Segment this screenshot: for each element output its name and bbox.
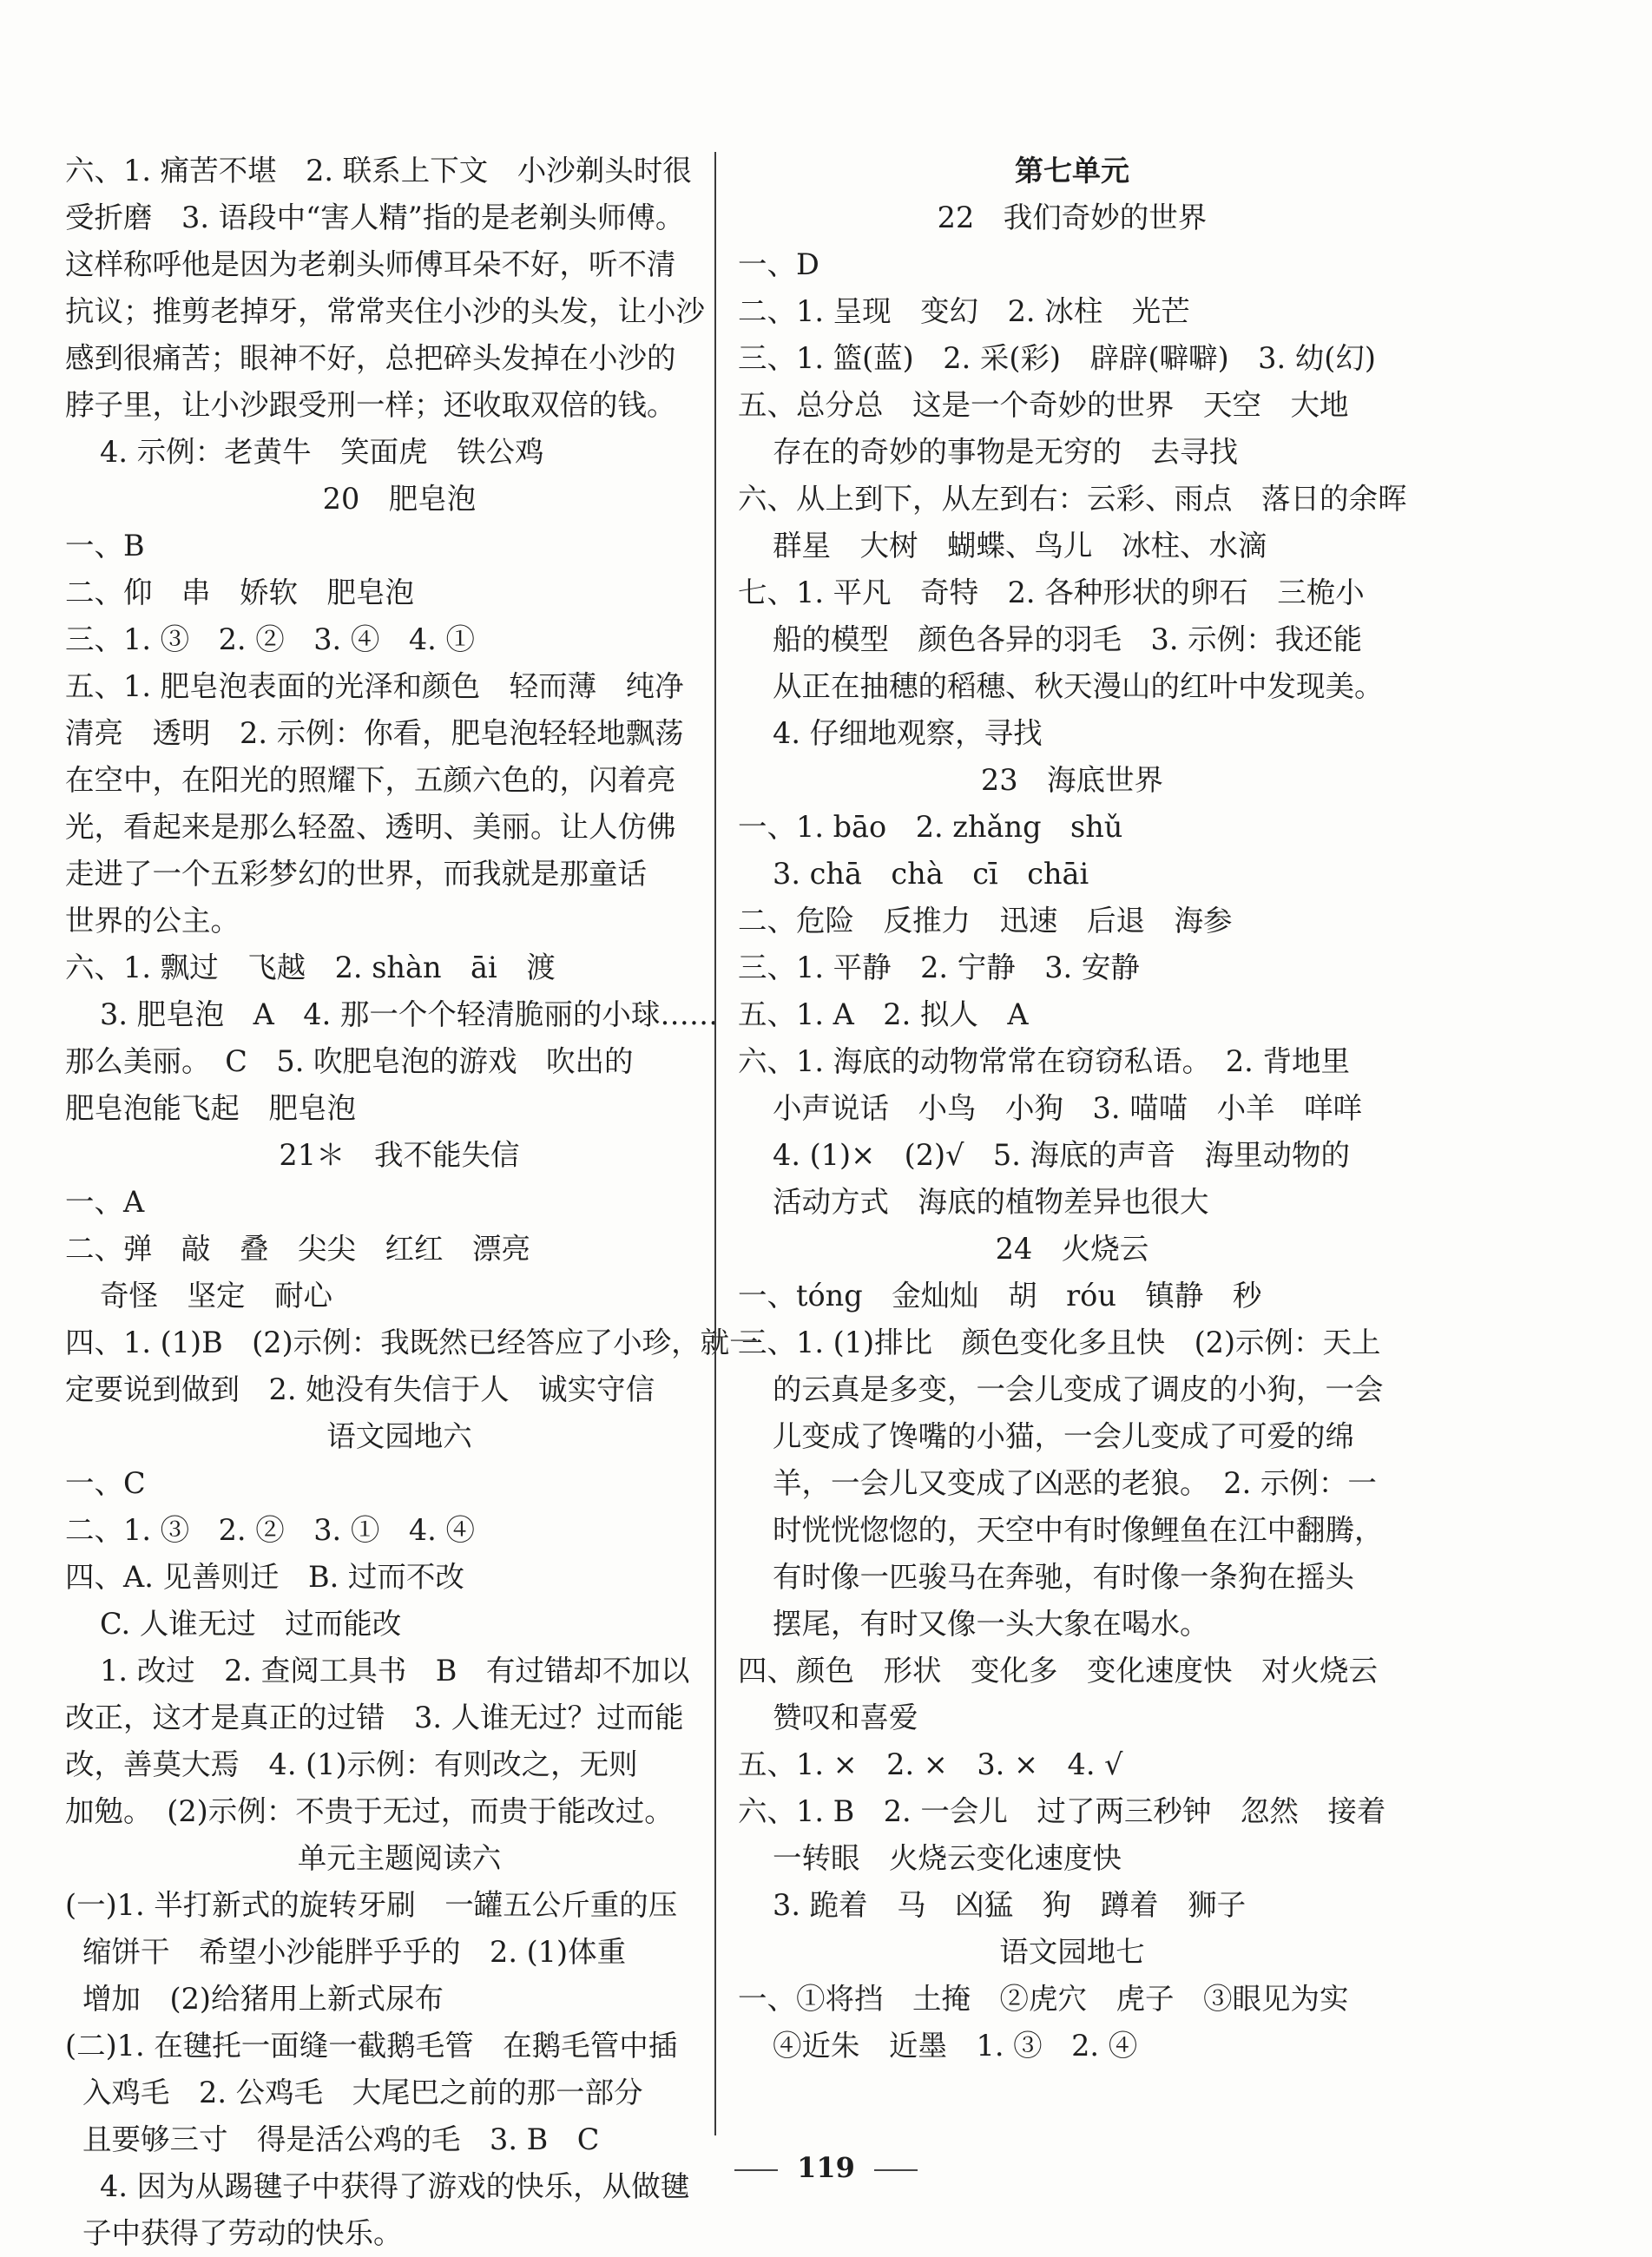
answer-line: 3. chā chà cī chāi xyxy=(773,857,1089,891)
answer-line: 四、1. (1)B (2)示例：我既然已经答应了小珍，就一 xyxy=(65,1326,759,1359)
footer-dash-left xyxy=(734,2169,778,2171)
answer-line: 肥皂泡能飞起 肥皂泡 xyxy=(65,1091,356,1125)
answer-line: C. 人谁无过 过而能改 xyxy=(100,1607,402,1641)
answer-line: 4. 仔细地观察，寻找 xyxy=(773,716,1043,750)
answer-line: 入鸡毛 2. 公鸡毛 大尾巴之前的那一部分 xyxy=(82,2076,643,2109)
answer-line: 清亮 透明 2. 示例：你看，肥皂泡轻轻地飘荡 xyxy=(65,716,684,750)
answer-line: 一、C xyxy=(65,1466,146,1500)
answer-line: 世界的公主。 xyxy=(65,904,240,938)
answer-line: 二、弹 敲 叠 尖尖 红红 漂亮 xyxy=(65,1232,530,1266)
answer-line: 时恍恍惚惚的，天空中有时像鲤鱼在江中翻腾， xyxy=(773,1513,1384,1547)
answer-line: 1. 改过 2. 查阅工具书 B 有过错却不加以 xyxy=(100,1654,690,1688)
footer-dash-right xyxy=(874,2169,918,2171)
answer-line: 二、危险 反推力 迅速 后退 海参 xyxy=(738,904,1233,938)
answer-line: 五、1. 肥皂泡表面的光泽和颜色 轻而薄 纯净 xyxy=(65,669,684,703)
page-number-footer xyxy=(0,2151,1652,2184)
answer-line: 4. 示例：老黄牛 笑面虎 铁公鸡 xyxy=(100,435,544,469)
answer-line: 四、A. 见善则迁 B. 过而不改 xyxy=(65,1560,464,1594)
answer-line: 加勉。 (2)示例：不贵于无过，而贵于能改过。 xyxy=(65,1794,674,1828)
answer-line: 三、1. 篮(蓝) 2. 采(彩) 辟辟(噼噼) 3. 幼(幻) xyxy=(738,341,1376,375)
answer-line: 儿变成了馋嘴的小猫，一会儿变成了可爱的绵 xyxy=(773,1419,1354,1453)
answer-line: 五、总分总 这是一个奇妙的世界 天空 大地 xyxy=(738,388,1349,422)
answer-line: 三、1. (1)排比 颜色变化多且快 (2)示例：天上 xyxy=(738,1326,1381,1359)
answer-line: 缩饼干 希望小沙能胖乎乎的 2. (1)体重 xyxy=(82,1935,627,1969)
section-heading: 20 肥皂泡 xyxy=(322,482,477,516)
answer-line: 存在的奇妙的事物是无穷的 去寻找 xyxy=(773,435,1238,469)
answer-line: 三、1. 平静 2. 宁静 3. 安静 xyxy=(738,951,1140,984)
answer-line: 在空中，在阳光的照耀下，五颜六色的，闪着亮 xyxy=(65,763,676,797)
answer-line: 脖子里，让小沙跟受刑一样；还收取双倍的钱。 xyxy=(65,388,676,422)
answer-line: 定要说到做到 2. 她没有失信于人 诚实守信 xyxy=(65,1372,655,1406)
answer-line: 3. 肥皂泡 A 4. 那一个个轻清脆丽的小球…… xyxy=(100,997,719,1031)
section-heading: 21＊ 我不能失信 xyxy=(279,1138,520,1172)
answer-line: 奇怪 坚定 耐心 xyxy=(100,1279,332,1313)
answer-line: ④近朱 近墨 1. ③ 2. ④ xyxy=(773,2029,1138,2063)
answer-line: 四、颜色 形状 变化多 变化速度快 对火烧云 xyxy=(738,1654,1378,1688)
answer-line: 抗议；推剪老掉牙，常常夹住小沙的头发，让小沙 xyxy=(65,294,705,328)
answer-line: 一、①将挡 土掩 ②虎穴 虎子 ③眼见为实 xyxy=(738,1982,1349,2016)
answer-line: 二、仰 串 娇软 肥皂泡 xyxy=(65,576,414,609)
section-heading: 23 海底世界 xyxy=(980,763,1164,797)
answer-line: 且要够三寸 得是活公鸡的毛 3. B C xyxy=(82,2122,600,2156)
answer-line: 五、1. × 2. × 3. × 4. √ xyxy=(738,1747,1123,1781)
answer-line: 改正，这才是真正的过错 3. 人谁无过？过而能 xyxy=(65,1701,684,1734)
answer-line: 一、A xyxy=(65,1185,145,1219)
answer-line: 3. 跪着 马 凶猛 狗 蹲着 狮子 xyxy=(773,1888,1247,1922)
answer-line: 4. (1)× (2)√ 5. 海底的声音 海里动物的 xyxy=(773,1138,1351,1172)
answer-line: 感到很痛苦；眼神不好，总把碎头发掉在小沙的 xyxy=(65,341,676,375)
answer-line: 光，看起来是那么轻盈、透明、美丽。让人仿佛 xyxy=(65,810,676,844)
answer-line: 六、1. B 2. 一会儿 过了两三秒钟 忽然 接着 xyxy=(738,1794,1386,1828)
answer-line: 走进了一个五彩梦幻的世界，而我就是那童话 xyxy=(65,857,647,891)
answer-line: (一)1. 半打新式的旋转牙刷 一罐五公斤重的压 xyxy=(65,1888,678,1922)
section-heading: 22 我们奇妙的世界 xyxy=(937,201,1208,234)
left-column xyxy=(65,148,759,2257)
answer-line: 二、1. 呈现 变幻 2. 冰柱 光芒 xyxy=(738,294,1190,328)
right-column xyxy=(738,148,1406,2069)
answer-line: 受折磨 3. 语段中“害人精”指的是老剃头师傅。 xyxy=(65,201,685,234)
answer-line: 小声说话 小鸟 小狗 3. 喵喵 小羊 咩咩 xyxy=(773,1091,1363,1125)
column-divider xyxy=(714,152,716,2135)
answer-line: 的云真是多变，一会儿变成了调皮的小狗，一会 xyxy=(773,1372,1384,1406)
answer-line: 赞叹和喜爱 xyxy=(773,1701,918,1734)
answer-line: 4. 因为从踢毽子中获得了游戏的快乐，从做毽 xyxy=(100,2169,690,2203)
answer-line: 子中获得了劳动的快乐。 xyxy=(82,2216,403,2250)
section-heading: 单元主题阅读六 xyxy=(297,1841,502,1875)
section-heading: 语文园地六 xyxy=(326,1419,472,1453)
answer-line: 六、从上到下，从左到右：云彩、雨点 落日的余晖 xyxy=(738,482,1407,516)
answer-line: 一转眼 火烧云变化速度快 xyxy=(773,1841,1122,1875)
answer-line: 二、1. ③ 2. ② 3. ① 4. ④ xyxy=(65,1513,475,1547)
answer-line: 群星 大树 蝴蝶、鸟儿 冰柱、水滴 xyxy=(773,529,1267,563)
answer-line: 一、D xyxy=(738,247,819,281)
answer-line: 六、1. 海底的动物常常在窃窃私语。 2. 背地里 xyxy=(738,1044,1350,1078)
answer-line: 六、1. 飘过 飞越 2. shàn āi 渡 xyxy=(65,951,556,984)
answer-line: 船的模型 颜色各异的羽毛 3. 示例：我还能 xyxy=(773,622,1363,656)
answer-line: 羊，一会儿又变成了凶恶的老狼。 2. 示例：一 xyxy=(773,1466,1377,1500)
answer-line: 一、B xyxy=(65,529,145,563)
section-heading: 语文园地七 xyxy=(999,1935,1145,1969)
answer-line: 改，善莫大焉 4. (1)示例：有则改之，无则 xyxy=(65,1747,638,1781)
answer-line: 一、1. bāo 2. zhǎng shǔ xyxy=(738,810,1123,844)
answer-line: 一、tóng 金灿灿 胡 róu 镇静 秒 xyxy=(738,1279,1262,1313)
answer-line: 那么美丽。 C 5. 吹肥皂泡的游戏 吹出的 xyxy=(65,1044,634,1078)
section-heading: 24 火烧云 xyxy=(995,1232,1149,1266)
answer-line: 三、1. ③ 2. ② 3. ④ 4. ① xyxy=(65,622,475,656)
answer-line: 这样称呼他是因为老剃头师傅耳朵不好，听不清 xyxy=(65,247,676,281)
section-heading: 第七单元 xyxy=(1015,154,1129,188)
answer-line: 五、1. A 2. 拟人 A xyxy=(738,997,1029,1031)
answer-line: 有时像一匹骏马在奔驰，有时像一条狗在摇头 xyxy=(773,1560,1354,1594)
answer-line: 六、1. 痛苦不堪 2. 联系上下文 小沙剃头时很 xyxy=(65,154,692,188)
answer-line: 增加 (2)给猪用上新式尿布 xyxy=(82,1982,444,2016)
answer-line: 摆尾，有时又像一头大象在喝水。 xyxy=(773,1607,1209,1641)
answer-line: 活动方式 海底的植物差异也很大 xyxy=(773,1185,1209,1219)
answer-line: 七、1. 平凡 奇特 2. 各种形状的卵石 三桅小 xyxy=(738,576,1365,609)
answer-line: 从正在抽穗的稻穗、秋天漫山的红叶中发现美。 xyxy=(773,669,1384,703)
page-number: 119 xyxy=(797,2151,855,2184)
answer-line: (二)1. 在毽托一面缝一截鹅毛管 在鹅毛管中插 xyxy=(65,2029,678,2063)
